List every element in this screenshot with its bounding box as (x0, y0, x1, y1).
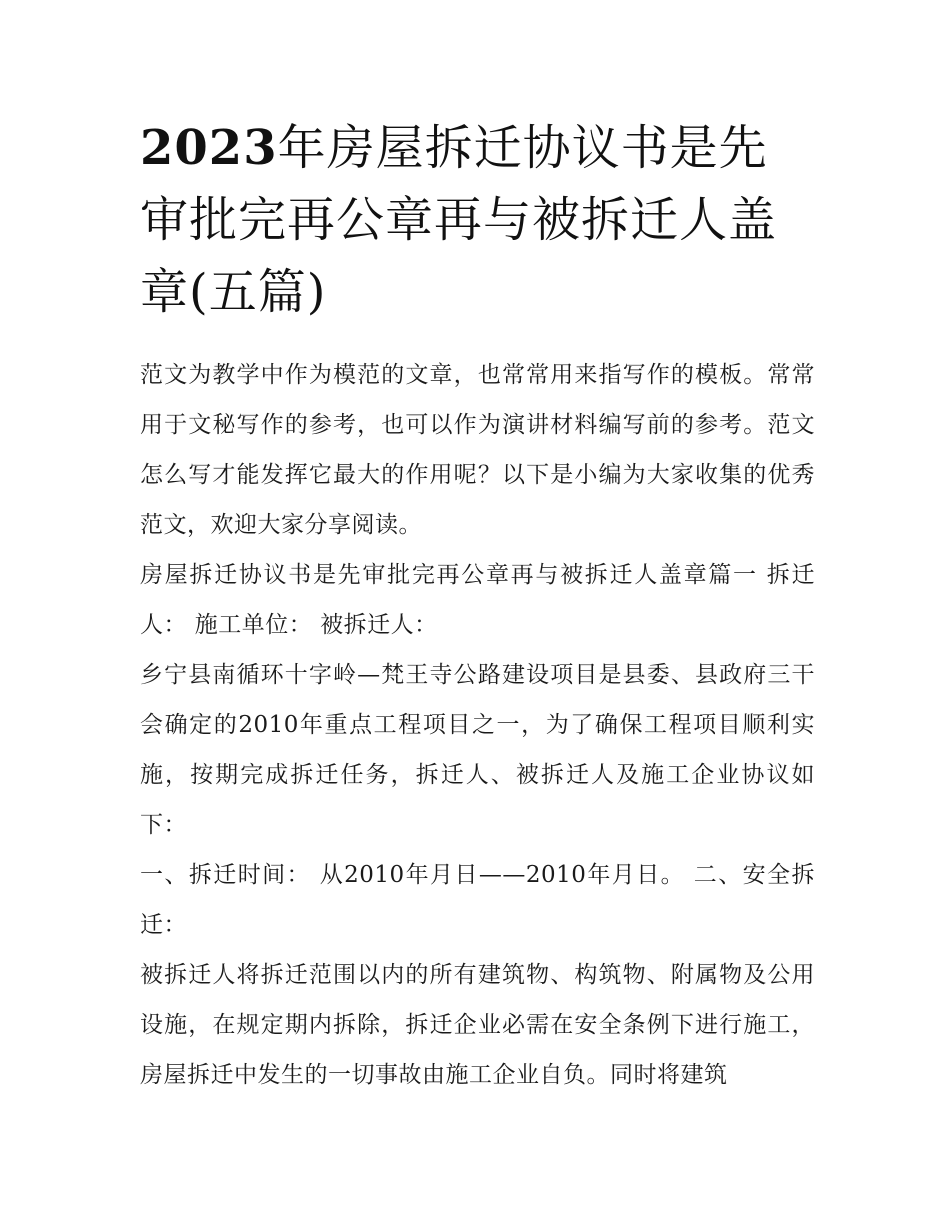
clause-safety-paragraph: 被拆迁人将拆迁范围以内的所有建筑物、构筑物、附属物及公用设施，在规定期内拆除，拆迁企业必需在安全条例下进行施工，房屋拆迁中发生的一切事故由施工企业自负。同时将建筑 (140, 962, 815, 1088)
section-heading-paragraph: 房屋拆迁协议书是先审批完再公章再与被拆迁人盖章篇一 拆迁 人： 施工单位： 被拆迁人： (140, 562, 815, 638)
intro-paragraph: 范文为教学中作为模范的文章，也常常用来指写作的模板。常常用于文秘写作的参考，也可以作为演讲材料编写前的参考。范文怎么写才能发挥它最大的作用呢？以下是小编为大家收集的优秀范文，欢迎大家分享阅读。 (140, 362, 815, 538)
document-body (140, 350, 815, 1100)
clause-time-paragraph: 一、拆迁时间： 从2010年月日——2010年月日。 二、安全拆迁： (140, 862, 815, 938)
document-title (140, 112, 815, 328)
document-page (140, 112, 815, 1100)
title-year: 2023 (140, 120, 278, 176)
background-paragraph: 乡宁县南循环十字岭—梵王寺公路建设项目是县委、县政府三干会确定的2010年重点工程项目之一，为了确保工程项目顺利实施，按期完成拆迁任务，拆迁人、被拆迁人及施工企业协议如下： (140, 662, 815, 838)
title-text: 年房屋拆迁协议书是先审批完再公章再与被拆迁人盖章(五篇) (140, 120, 778, 320)
